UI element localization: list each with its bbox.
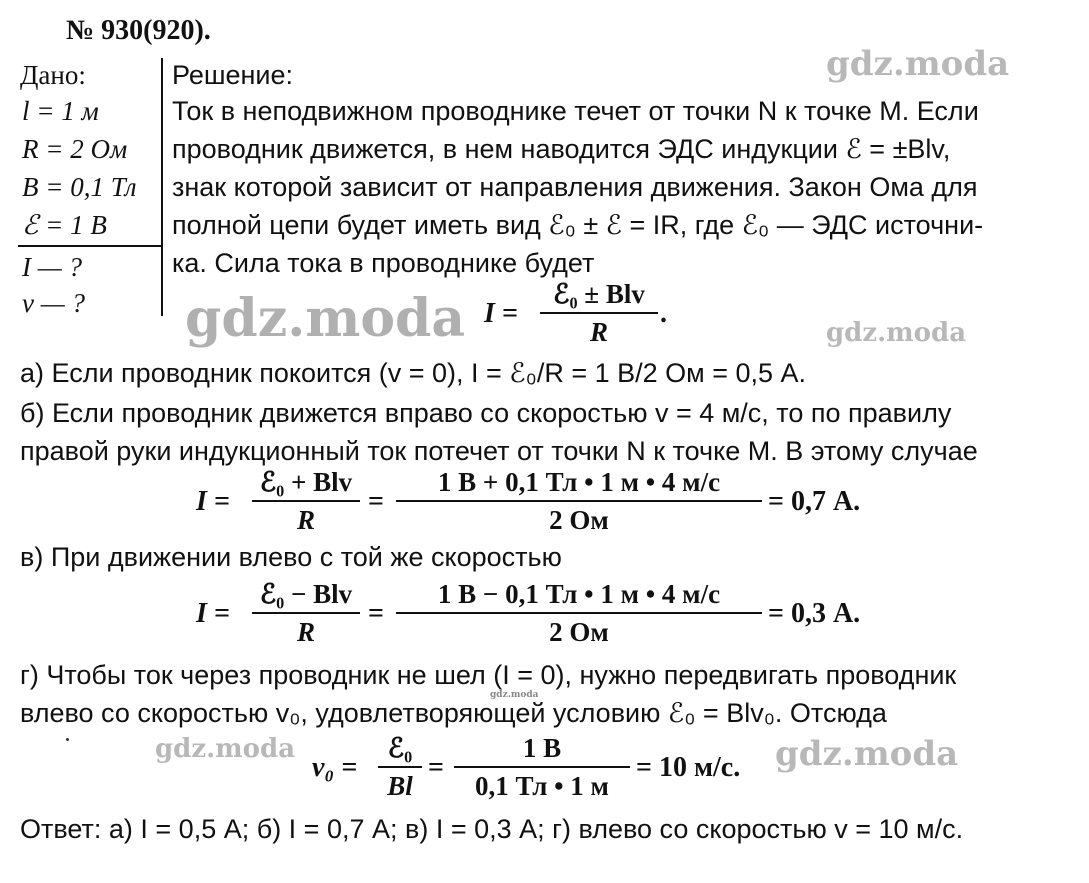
fraction-bar xyxy=(396,500,762,502)
case-g-line: влево со скоростью v₀, удовлетворяющей условию ℰ₀ = Blv₀. Отсюда xyxy=(20,698,887,728)
formula-b-denominator2: 2 Ом xyxy=(549,505,609,535)
formula-main-lhs: I = xyxy=(484,298,518,329)
scan-speck xyxy=(66,738,69,741)
fraction-bar xyxy=(540,312,658,314)
formula-g-eq: = xyxy=(428,752,444,783)
answer-text: Ответ: а) I = 0,5 А; б) I = 0,7 А; в) I = 0,3 А; г) влево со скоростью v = 10 м/с. xyxy=(20,814,964,844)
formula-g-fraction1 xyxy=(378,732,422,802)
watermark: gdz.moda xyxy=(775,734,959,774)
formula-b-eq: = xyxy=(368,486,384,517)
fraction-bar xyxy=(396,612,762,614)
given-item: R = 2 Ом xyxy=(22,134,128,164)
formula-main-denominator: R xyxy=(589,317,608,347)
solution-line: знак которой зависит от направления движения. Закон Ома для xyxy=(172,172,978,202)
formula-b-denominator1: R xyxy=(296,505,315,535)
formula-v-fraction2 xyxy=(396,578,762,648)
formula-b-numerator1: ℰ₀ + Blv xyxy=(259,467,353,497)
solution-line: полной цепи будет иметь вид ℰ₀ ± ℰ = IR, где ℰ₀ — ЭДС источни- xyxy=(172,210,984,240)
formula-v-result: = 0,3 А. xyxy=(768,598,861,629)
case-g-line: г) Чтобы ток через проводник не шел (I = 0), нужно передвигать проводник xyxy=(20,660,957,690)
given-item: B = 0,1 Тл xyxy=(22,172,137,202)
formula-main-end: . xyxy=(660,298,667,329)
formula-v-numerator1: ℰ₀ − Blv xyxy=(259,579,353,609)
formula-g-fraction2 xyxy=(454,732,630,802)
given-divider xyxy=(18,245,161,247)
formula-v-fraction1 xyxy=(252,578,360,648)
formula-v-denominator2: 2 Ом xyxy=(549,617,609,647)
solution-line: Ток в неподвижном проводнике течет от точки N к точке M. Если xyxy=(172,96,979,126)
solution-header: Решение: xyxy=(172,60,294,90)
given-item: ℰ = 1 В xyxy=(22,210,107,240)
find-item: v — ? xyxy=(22,288,85,318)
given-header: Дано: xyxy=(20,60,86,90)
formula-main-numerator: ℰ₀ ± Blv xyxy=(553,279,645,309)
formula-b-result: = 0,7 А. xyxy=(768,486,861,517)
formula-v-eq: = xyxy=(368,598,384,629)
formula-v-denominator1: R xyxy=(296,617,315,647)
find-item: I — ? xyxy=(22,252,82,282)
given-item: l = 1 м xyxy=(22,96,99,126)
watermark: gdz.moda xyxy=(826,318,967,348)
given-separator xyxy=(161,58,163,316)
fraction-bar xyxy=(378,766,422,768)
case-b-line: б) Если проводник движется вправо со скоростью v = 4 м/с, то по правилу xyxy=(20,398,952,428)
watermark: gdz.moda xyxy=(155,734,296,764)
formula-g-lhs: v₀ = xyxy=(312,752,358,783)
formula-b-fraction2 xyxy=(396,466,762,536)
formula-b-lhs: I = xyxy=(196,486,230,517)
formula-g-result: = 10 м/с. xyxy=(636,752,741,783)
fraction-bar xyxy=(252,612,360,614)
formula-g-numerator1: ℰ₀ xyxy=(387,733,413,763)
formula-b-numerator2: 1 В + 0,1 Тл • 1 м • 4 м/с xyxy=(437,467,721,497)
watermark: gdz.moda xyxy=(185,288,466,349)
solution-line: ка. Сила тока в проводнике будет xyxy=(172,248,595,278)
fraction-bar xyxy=(454,766,630,768)
formula-g-numerator2: 1 В xyxy=(522,733,562,763)
formula-v-lhs: I = xyxy=(196,598,230,629)
problem-number: № 930(920). xyxy=(66,15,211,46)
fraction-bar xyxy=(252,500,360,502)
case-b-line: правой руки индукционный ток потечет от точки N к точке M. В этому случае xyxy=(20,436,978,466)
formula-g-denominator2: 0,1 Тл • 1 м xyxy=(475,771,609,801)
formula-g-denominator1: Bl xyxy=(387,771,413,801)
formula-v-numerator2: 1 В − 0,1 Тл • 1 м • 4 м/с xyxy=(437,579,721,609)
solution-line: проводник движется, в нем наводится ЭДС индукции ℰ = ±Blv, xyxy=(172,134,951,164)
watermark: gdz.moda xyxy=(490,690,539,700)
case-a-text: а) Если проводник покоится (v = 0), I = ℰ₀/R = 1 В/2 Ом = 0,5 А. xyxy=(20,358,807,388)
formula-main-fraction xyxy=(540,278,658,348)
formula-b-fraction1 xyxy=(252,466,360,536)
watermark: gdz.moda xyxy=(826,44,1010,84)
case-v-text: в) При движении влево с той же скоростью xyxy=(20,542,562,572)
